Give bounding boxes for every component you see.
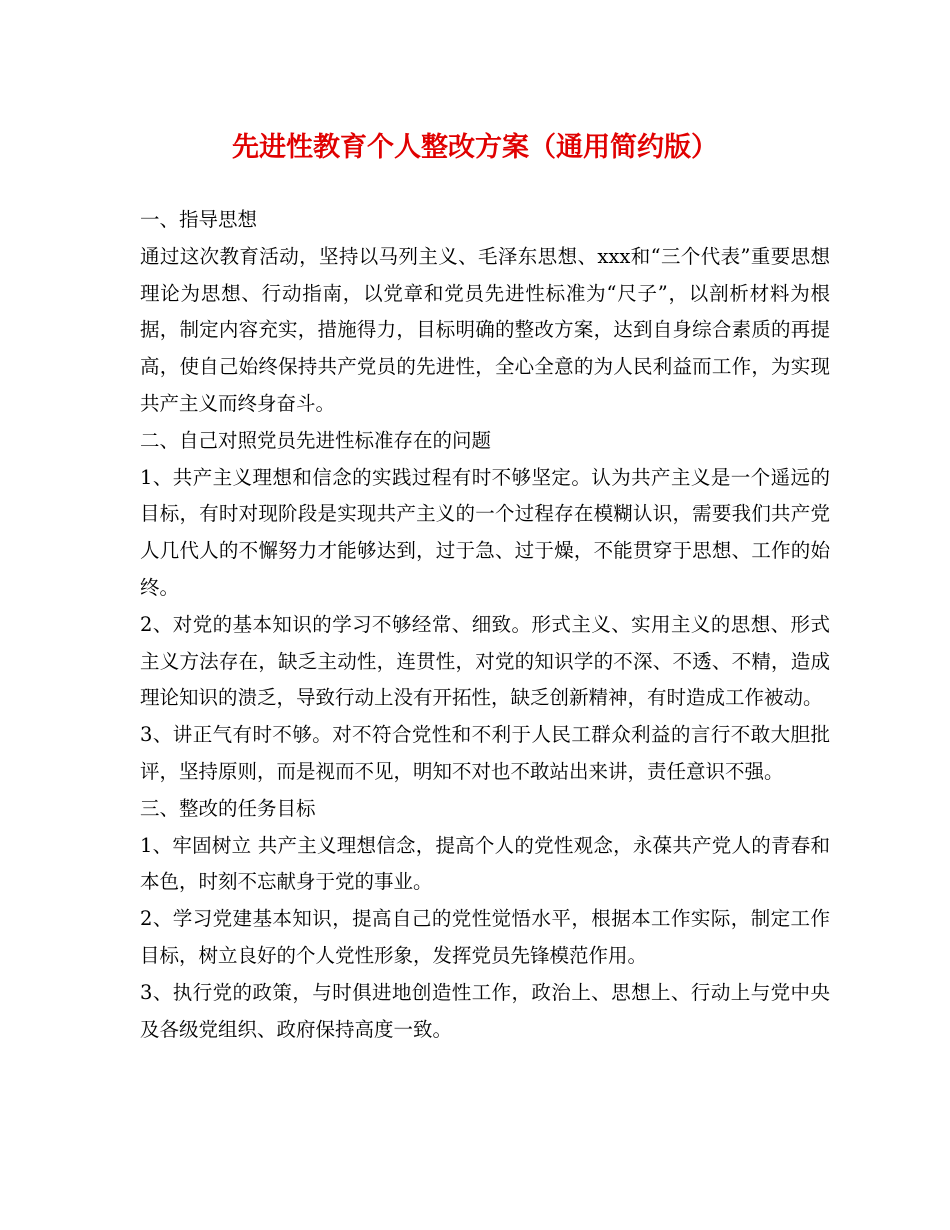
document-body bbox=[140, 202, 830, 1048]
document-title: 先进性教育个人整改方案（通用简约版） bbox=[232, 132, 718, 163]
section-heading-guiding-ideology: 一、指导思想 bbox=[140, 208, 258, 231]
section-heading-rectification-goals: 三、整改的任务目标 bbox=[140, 796, 316, 820]
goal-item-1: 1、牢固树立 共产主义理想信念，提高个人的党性观念，永葆共产党人的青春和本色，时刻不忘献身于党的事业。 bbox=[140, 833, 830, 894]
problem-item-3: 3、讲正气有时不够。对不符合党性和不利于人民工群众利益的言行不敢大胆批评，坚持原则，而是视而不见，明知不对也不敢站出来讲，责任意识不强。 bbox=[140, 723, 830, 783]
problem-item-2: 2、对党的基本知识的学习不够经常、细致。形式主义、实用主义的思想、形式主义方法存在，缺乏主动性，连贯性，对党的知识学的不深、不透、不精，造成理论知识的溃乏，导致行动上没有开拓性，缺乏创新精神，有时造成工作被动。 bbox=[140, 612, 830, 710]
problem-item-1: 1、共产主义理想和信念的实践过程有时不够坚定。认为共产主义是一个遥远的目标，有时对现阶段是实现共产主义的一个过程存在模糊认识，需要我们共产党人几代人的不懈努力才能够达到，过于急、过于燥，不能贯穿于思想、工作的始终。 bbox=[140, 465, 830, 599]
goal-item-2: 2、学习党建基本知识，提高自己的党性觉悟水平，根据本工作实际，制定工作目标，树立良好的个人党性形象，发挥党员先锋模范作用。 bbox=[140, 907, 830, 967]
body-paragraph: 通过这次教育活动，坚持以马列主义、毛泽东思想、xxx和“三个代表”重要思想理论为思想、行动指南，以党章和党员先进性标准为“尺子”，以剖析材料为根据，制定内容充实，措施得力，目标明确的整改方案，达到自身综合素质的再提高，使自己始终保持共产党员的先进性，全心全意的为人民利益而工作，为实现共产主义而终身奋斗。 bbox=[140, 244, 830, 415]
section-heading-existing-problems: 二、自己对照党员先进性标准存在的问题 bbox=[140, 428, 492, 452]
goal-item-3: 3、执行党的政策，与时俱进地创造性工作，政治上、思想上、行动上与党中央及各级党组织、政府保持高度一致。 bbox=[140, 980, 830, 1041]
